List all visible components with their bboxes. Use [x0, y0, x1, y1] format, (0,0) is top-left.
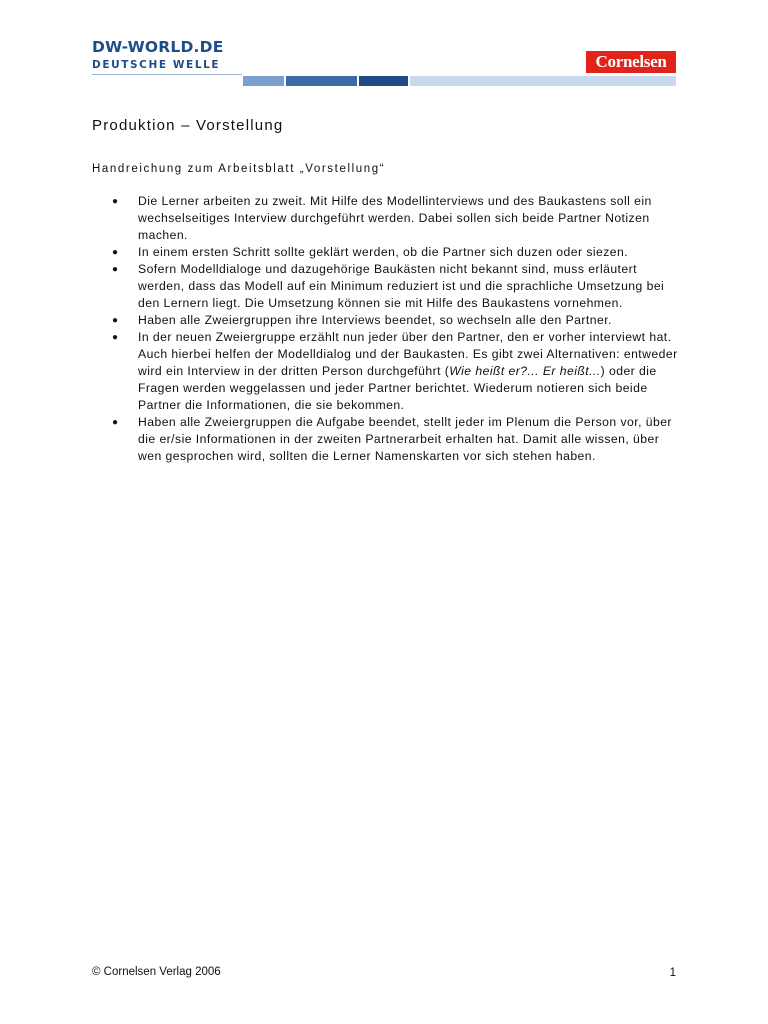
- dw-logo-sub: DEUTSCHE WELLE: [92, 58, 221, 71]
- list-item-text: Sofern Modelldialoge und dazugehörige Baukästen nicht bekannt sind, muss erläutert werden, dass das Modell auf ein Minimum reduziert ist und die sprachliche Umsetzung bei den Lernern liegt. Die Umsetzung können sie mit Hilfe des Baukastens vornehmen.: [138, 262, 665, 310]
- page-title: Produktion – Vorstellung: [92, 117, 284, 134]
- page-header: [0, 0, 768, 100]
- list-item-text: Die Lerner arbeiten zu zweit. Mit Hilfe des Modellinterviews und des Baukastens soll ein wechselseitiges Interview durchgeführt werden. Dabei sollen sich beide Partner Notizen machen.: [138, 194, 652, 242]
- instruction-list: [92, 193, 682, 465]
- list-item-text-after: ) oder die Fragen werden weggelassen und jeder Partner berichtet. Wiederum notieren sich beide Partner die Informationen, die sie bekommen.: [138, 364, 657, 412]
- list-item: [92, 244, 682, 261]
- bullet-icon: ●: [112, 332, 119, 343]
- list-item-text: [138, 330, 678, 412]
- bullet-icon: ●: [112, 196, 119, 207]
- page-subtitle: Handreichung zum Arbeitsblatt „Vorstellung“: [92, 163, 386, 175]
- cornelsen-logo: Cornelsen: [586, 51, 676, 73]
- header-stripe-light: [243, 76, 284, 86]
- dw-logo-main: DW-WORLD.DE: [92, 38, 224, 56]
- header-stripe-pale: [410, 76, 676, 86]
- list-item: [92, 261, 682, 312]
- bullet-icon: ●: [112, 247, 119, 258]
- list-item: [92, 312, 682, 329]
- example-phrase: Wie heißt er?... Er heißt...: [449, 364, 601, 378]
- header-rule: [92, 74, 242, 75]
- list-item: [92, 193, 682, 244]
- header-stripe-dark: [359, 76, 408, 86]
- list-item: [92, 414, 682, 465]
- bullet-icon: ●: [112, 417, 119, 428]
- bullet-icon: ●: [112, 315, 119, 326]
- footer-copyright: © Cornelsen Verlag 2006: [92, 966, 221, 978]
- list-item-text: Haben alle Zweiergruppen ihre Interviews beendet, so wechseln alle den Partner.: [138, 313, 612, 327]
- dw-logo: [92, 40, 224, 70]
- list-item-text: Haben alle Zweiergruppen die Aufgabe beendet, stellt jeder im Plenum die Person vor, über die er/sie Informationen in der zweiten Partnerarbeit erhalten hat. Damit alle wissen, über wen gesprochen wird, sollten die Lerner Namenskarten vor sich stehen haben.: [138, 415, 672, 463]
- list-item: [92, 329, 682, 414]
- bullet-icon: ●: [112, 264, 119, 275]
- footer-page-number: 1: [669, 967, 676, 979]
- list-item-text: In einem ersten Schritt sollte geklärt werden, ob die Partner sich duzen oder siezen.: [138, 245, 629, 259]
- list-item-text-before: In der neuen Zweiergruppe erzählt nun jeder über den Partner, den er vorher interviewt hat. Auch hierbei helfen der Modelldialog und der Baukasten. Es gibt zwei Alternativen: entweder wird ein Interview in der dritten Person durchgeführt (: [138, 330, 678, 378]
- header-stripe-mid: [286, 76, 357, 86]
